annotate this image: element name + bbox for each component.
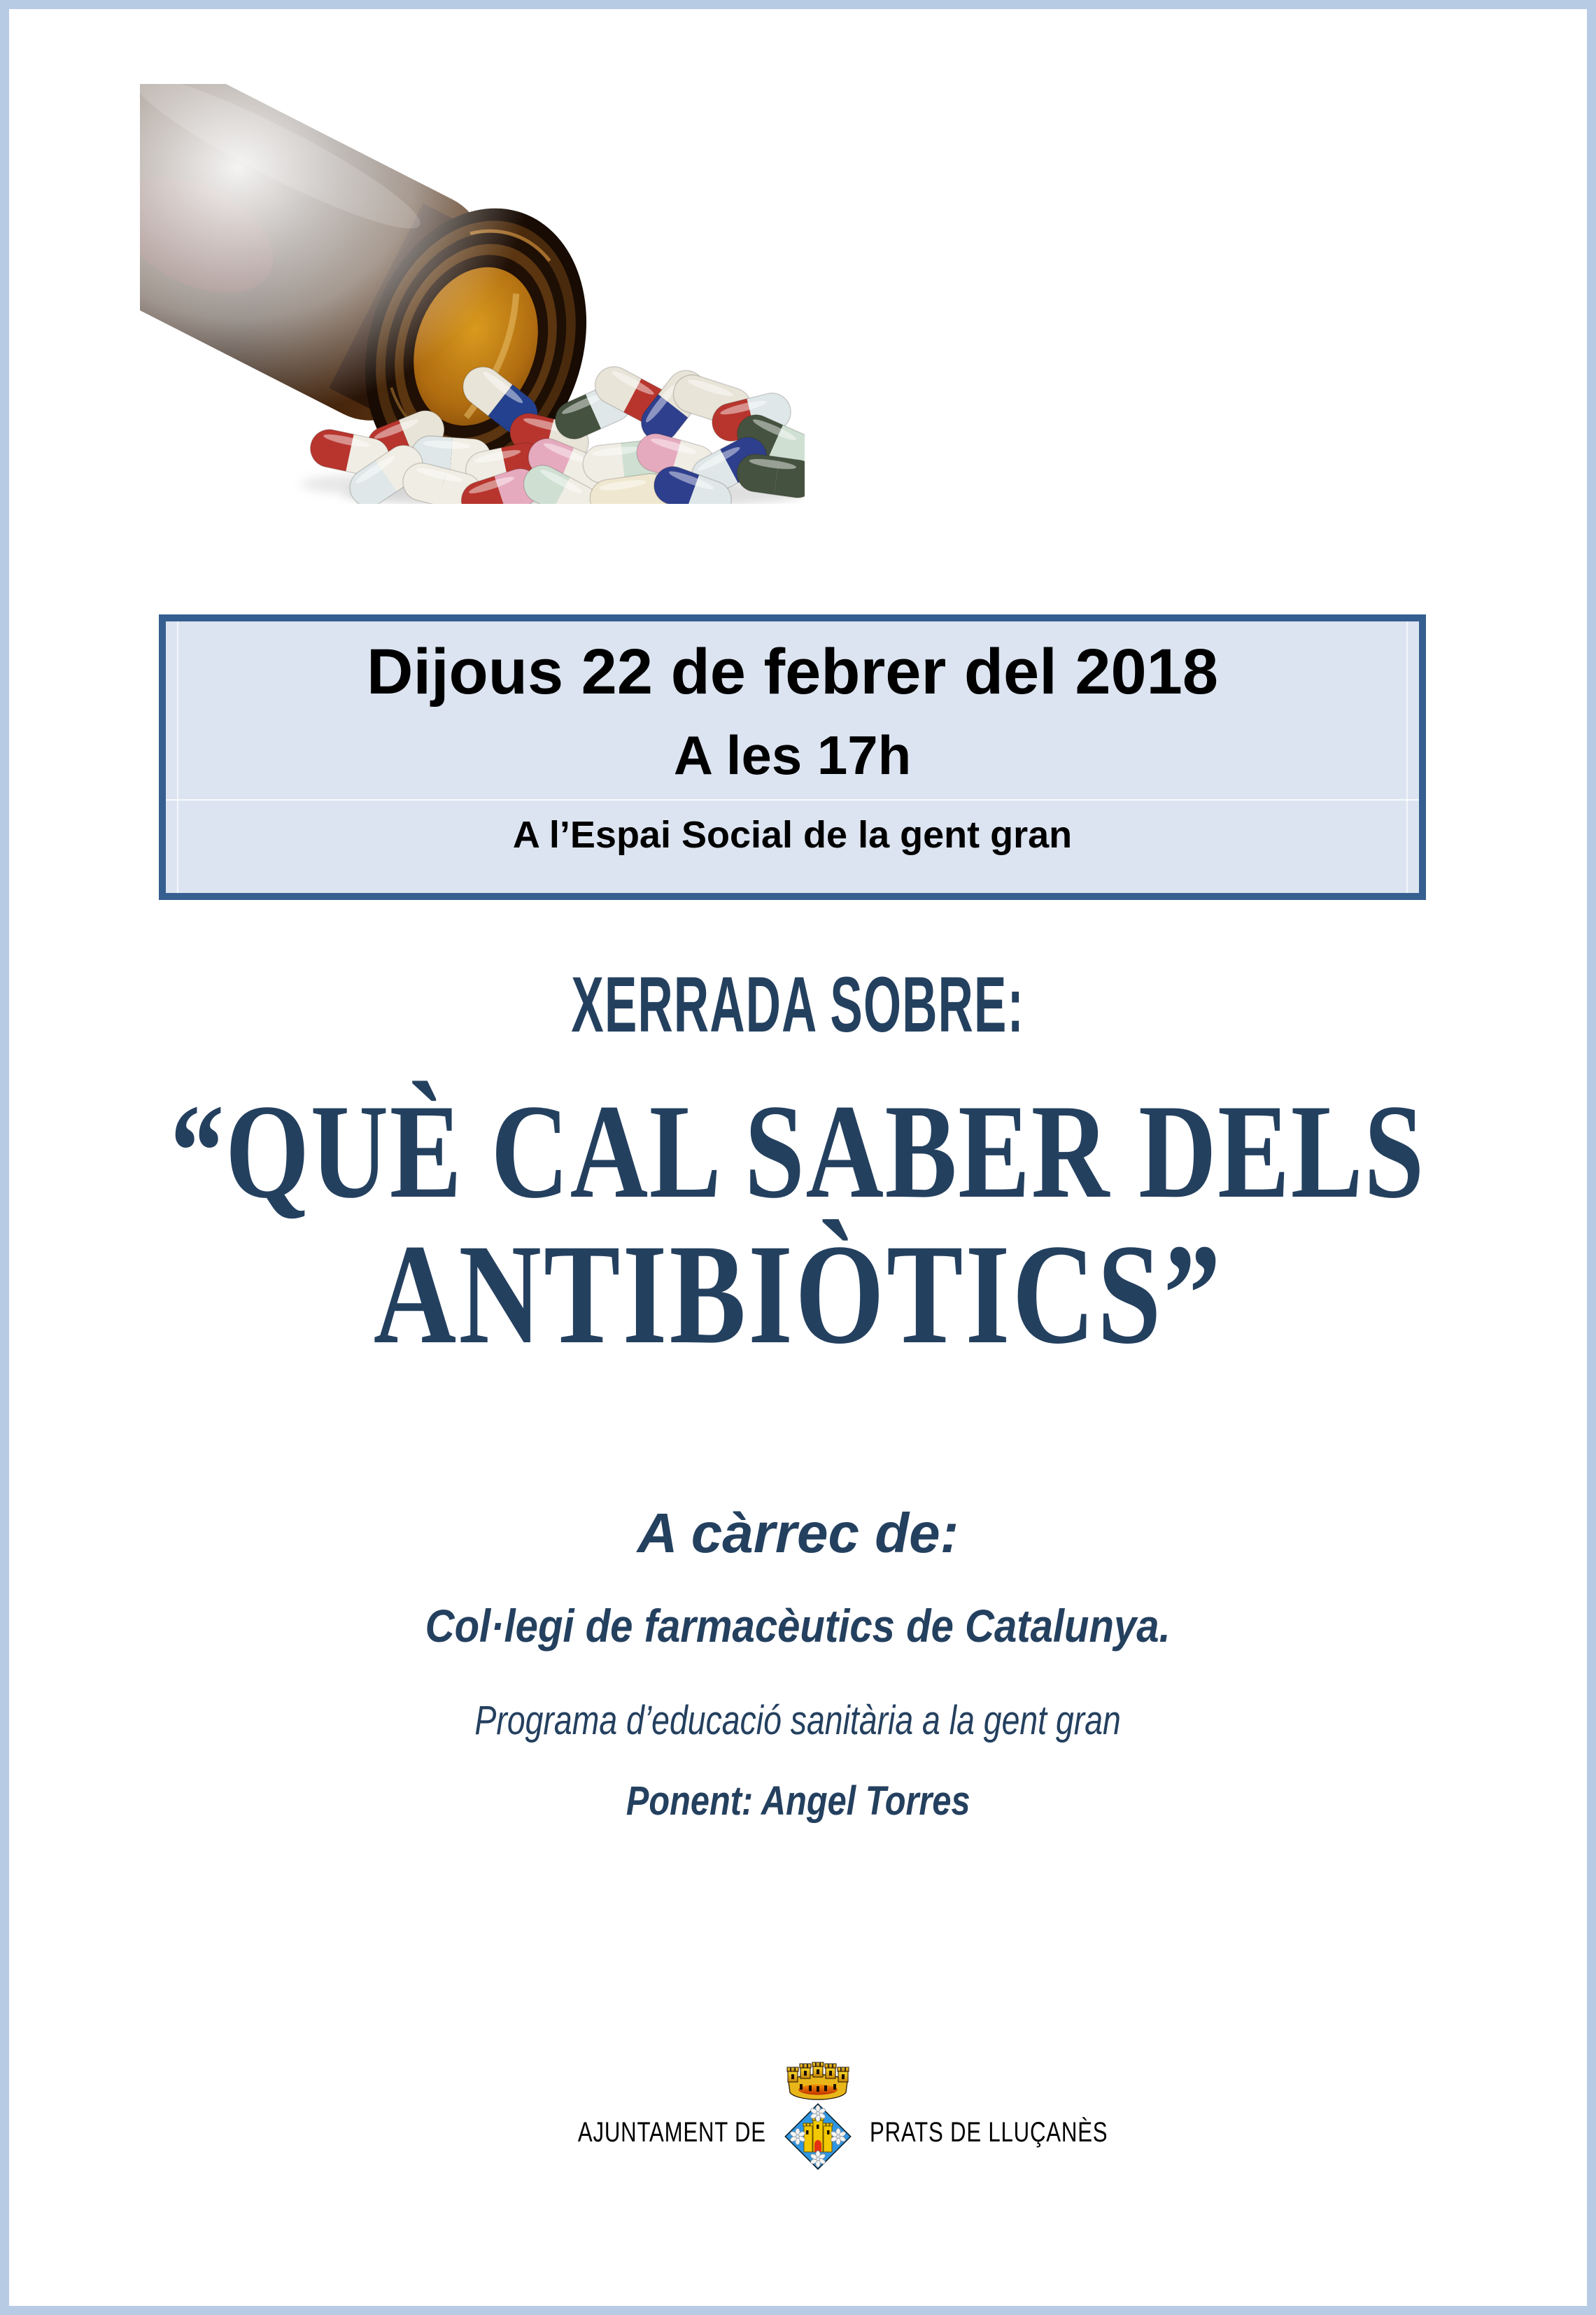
box-divider-line — [166, 799, 1419, 801]
footer-right-label: PRATS DE LLUÇANÈS — [869, 2117, 1108, 2148]
speaker-organization-row — [9, 1600, 1587, 1652]
event-details-box — [159, 614, 1426, 900]
speaker-program-row — [9, 1698, 1587, 1743]
speaker-presenter-row — [9, 1779, 1587, 1824]
talk-title-row-2 — [9, 1215, 1587, 1374]
talk-title-line2: ANTIBIÒTICS” — [373, 1215, 1223, 1374]
crown-icon — [787, 2062, 849, 2099]
talk-kicker: XERRADA SOBRE: — [571, 961, 1025, 1048]
speaker-presenter: Ponent: Angel Torres — [626, 1778, 970, 1824]
event-time: A les 17h — [673, 724, 912, 786]
speaker-program: Programa d’educació sanitària a la gent gran — [474, 1698, 1122, 1743]
footer-left-text — [525, 2118, 766, 2146]
town-hall-logo — [61, 2058, 1596, 2174]
pill-bottle-photo — [140, 84, 805, 504]
event-place: A l’Espai Social de la gent gran — [512, 814, 1073, 856]
talk-title-row-1 — [9, 1076, 1587, 1226]
talk-title-line1: “QUÈ CAL SABER DELS — [170, 1076, 1426, 1226]
event-date: Dijous 22 de febrer del 2018 — [367, 636, 1218, 708]
speaker-intro-row — [9, 1503, 1587, 1564]
talk-kicker-row — [9, 959, 1587, 1050]
coat-of-arms — [784, 2058, 852, 2174]
footer-right-text — [870, 2118, 1175, 2146]
footer-left-label: AJUNTAMENT DE — [577, 2117, 766, 2148]
speaker-organization: Col·legi de farmacèutics de Catalunya. — [425, 1600, 1171, 1652]
speaker-intro: A càrrec de: — [637, 1502, 959, 1564]
shield-icon — [785, 2104, 850, 2169]
